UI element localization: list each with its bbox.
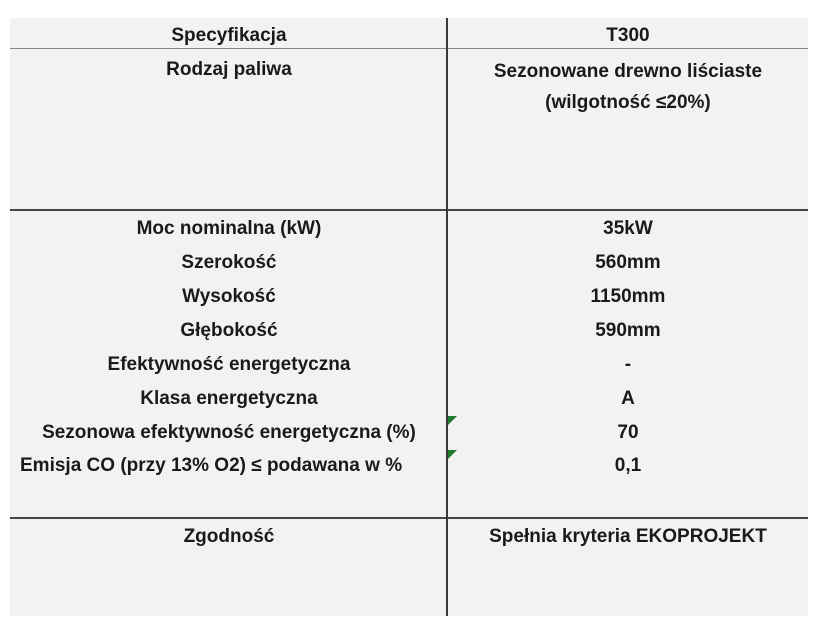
table-row (10, 385, 808, 413)
table-row (10, 523, 808, 551)
table-row (10, 249, 808, 277)
column-divider (446, 18, 448, 616)
table-row (10, 56, 808, 118)
table-header-row (10, 22, 808, 50)
row-value: 70 (617, 422, 639, 443)
row-label: Klasa energetyczna (140, 388, 318, 409)
comment-marker-icon[interactable] (448, 450, 457, 459)
row-label: Głębokość (180, 320, 278, 341)
row-divider (10, 517, 808, 519)
row-value (448, 56, 808, 118)
row-value: 1150mm (590, 286, 666, 307)
row-label: Sezonowa efektywność energetyczna (%) (42, 422, 416, 443)
row-label: Szerokość (181, 252, 277, 273)
row-divider (10, 209, 808, 211)
row-label: Wysokość (182, 286, 276, 307)
table-row (10, 452, 808, 480)
row-label: Emisja CO (przy 13% O2) ≤ podawana w % (20, 455, 403, 476)
row-label: Rodzaj paliwa (166, 59, 292, 80)
row-label: Zgodność (183, 526, 275, 547)
row-value: 35kW (603, 218, 653, 239)
table-row (10, 317, 808, 345)
row-value-line: Sezonowane drewno liściaste (493, 61, 763, 82)
header-model: T300 (606, 25, 650, 46)
row-value: Spełnia kryteria EKOPROJEKT (489, 526, 767, 547)
row-value-line: (wilgotność ≤20%) (545, 92, 711, 113)
row-label: Efektywność energetyczna (107, 354, 351, 375)
row-label: Moc nominalna (kW) (136, 218, 322, 239)
row-value: 0,1 (614, 455, 642, 476)
row-value: A (621, 388, 635, 409)
header-divider (10, 48, 808, 49)
row-value: - (624, 354, 632, 375)
header-specyfikacja: Specyfikacja (171, 25, 287, 46)
row-value: 590mm (595, 320, 661, 341)
table-row (10, 419, 808, 447)
table-row (10, 215, 808, 243)
table-row (10, 351, 808, 379)
row-value: 560mm (595, 252, 661, 273)
comment-marker-icon[interactable] (448, 416, 457, 425)
table-row (10, 283, 808, 311)
